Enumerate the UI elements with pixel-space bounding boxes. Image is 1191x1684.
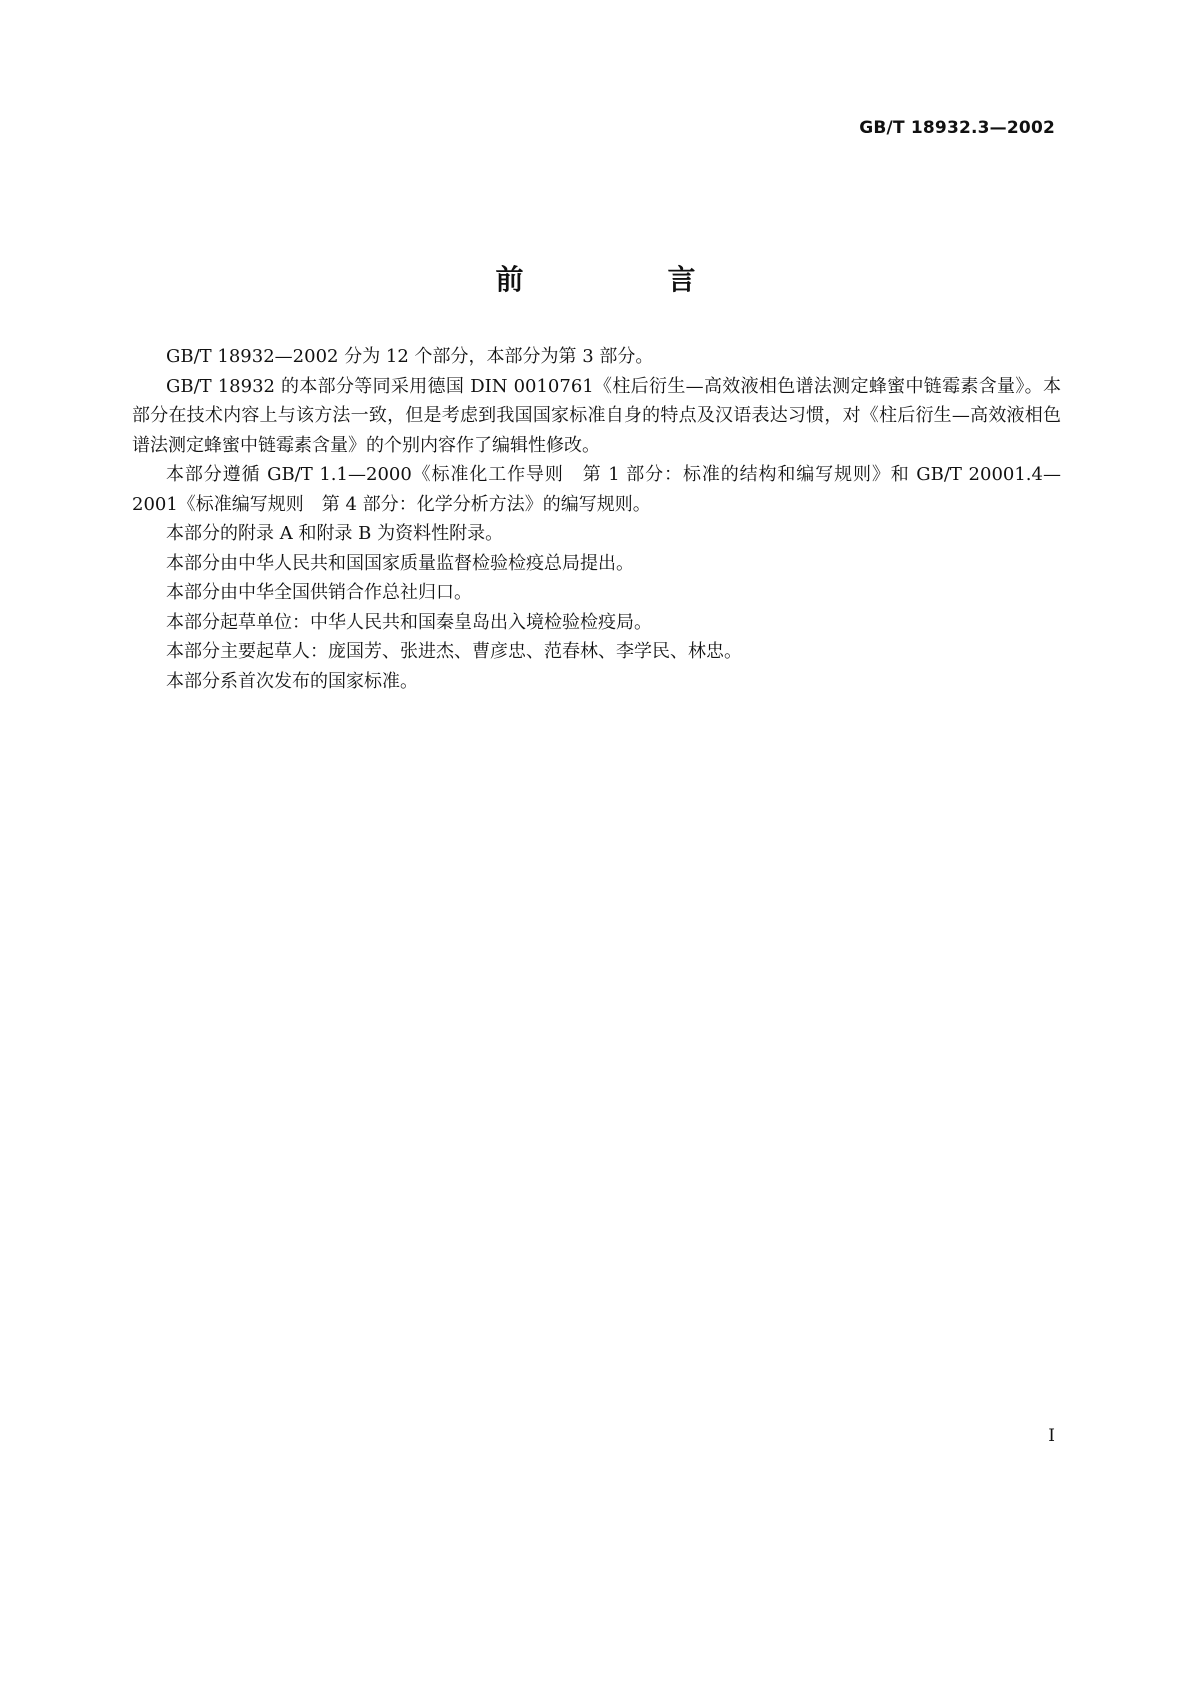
page-title: 前 言 xyxy=(495,263,754,296)
paragraph-parts: GB/T 18932—2002 分为 12 个部分，本部分为第 3 部分。 xyxy=(166,346,654,367)
foreword-body xyxy=(132,342,1061,696)
paragraph-centralized: 本部分由中华全国供销合作总社归口。 xyxy=(166,582,472,603)
paragraph-drafters: 本部分主要起草人：庞国芳、张进杰、曹彦忠、范春林、李学民、林忠。 xyxy=(166,641,742,662)
paragraph-adoption: GB/T 18932 的本部分等同采用德国 DIN 0010761《柱后衍生—高效液相色谱法测定蜂蜜中链霉素含量》。本部分在技术内容上与该方法一致，但是考虑到我国国家标准自身的特点及汉语表达习惯，对《柱后衍生—高效液相色谱法测定蜂蜜中链霉素含量》的个别内容作了编辑性修改。 xyxy=(132,375,1061,456)
standard-code: GB/T 18932.3—2002 xyxy=(859,118,1055,138)
page-number: I xyxy=(1048,1426,1055,1446)
paragraph-proposer: 本部分由中华人民共和国国家质量监督检验检疫总局提出。 xyxy=(166,552,634,574)
paragraph-annexes: 本部分的附录 A 和附录 B 为资料性附录。 xyxy=(166,523,504,544)
paragraph-drafting-unit: 本部分起草单位：中华人民共和国秦皇岛出入境检验检疫局。 xyxy=(166,611,652,633)
paragraph-first-release: 本部分系首次发布的国家标准。 xyxy=(166,670,418,692)
paragraph-drafting-rules: 本部分遵循 GB/T 1.1—2000《标准化工作导则 第 1 部分：标准的结构和编写规则》和 GB/T 20001.4—2001《标准编写规则 第 4 部分：化学分析方法》的编写规则。 xyxy=(132,464,1061,515)
